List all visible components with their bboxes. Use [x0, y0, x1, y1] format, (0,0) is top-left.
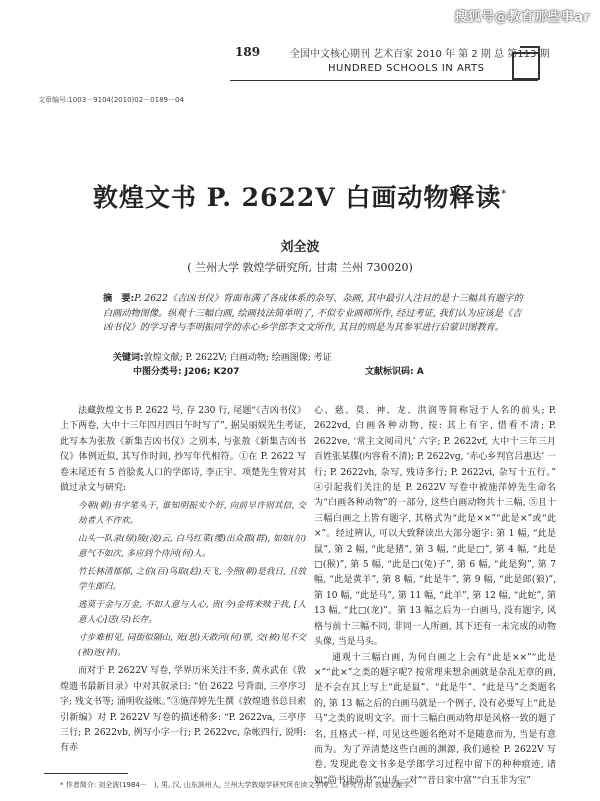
abstract-label: 摘 要:: [103, 293, 135, 304]
poem-line: 竹长林清郁郁, 之伯(百)鸟取(趋)天飞, 今照(朝)是我日, 且放学生郎归。: [78, 567, 306, 593]
journal-logo-mark-inner: [520, 46, 540, 66]
article-title: [0, 178, 600, 214]
author-affiliation: ( 兰州大学 敦煌学研究所, 甘肃 兰州 730020): [187, 261, 413, 274]
poem-line: 山头一队录(绿)陵(凌)云, 白马红菜(缨)出众郡(群), 如如(尔)意气不如次, 多应到个待河(何)人。: [78, 534, 306, 560]
poem-line: 今朝(朝)书字笔头干, 谁知明振实个奸, 向前早许则其信, 交劫者人不许欢。: [78, 501, 306, 527]
author-footnote: * 作者简介: 刘全波(1984－ ), 男, 汉, 山东滨州人, 兰州大学敦煌学研究所在读文学博士。研究方向: 敦煌文献学。: [60, 781, 417, 789]
keywords-text: 敦煌文献; P. 2622V; 白画动物; 绘画图像; 考证: [143, 353, 332, 363]
poem-line: 逃莫于金与万金, 不如人意与人心, 贵(今)金将来赎于我, [人意人心]送(尽)长存。: [78, 600, 306, 626]
abstract-text: P. 2622《吉凶书仪》背面布满了各成体系的杂写、杂画, 其中最引人注目的是十三幅具有题字的白画动物图像。纵观十三幅白画, 绘画技法简单明了, 不似专业画师所作, 经过考证, 我们认为应该是《吉凶书仪》的学习者与李明振同学的赤心乡学郎李文文所作, 其目的则是为其参军进行启蒙识图教育。: [103, 293, 523, 333]
header-rule: [230, 80, 538, 81]
keywords: [113, 350, 332, 363]
watermark: 搜狐号@教育那些事ar: [454, 10, 590, 25]
title-text: 敦煌文书 P. 2622V 白画动物释读: [92, 183, 502, 212]
paragraph: 心、慈、莫、神、龙、洪润等简称冠于人名的前头; P. 2622vd, 白画各种动物, 按: 其上有字, 惜看不清; P. 2622ve, ‘常主文阅司凡’ 六字; P. 2622vf, 大中十三年三月百姓张某牒(内容看不清); P. 2622vg, ‘赤心乡判官吕惠达’ 一行; P. 2622vh, 杂写, 残诗多行; P. 2622vi, 杂写十五行。” ④引起我们关注的是 P. 2622V 写卷中被施萍婷先生命名为“白画各种动物”的一部分, 这些白画动物共十三幅, ⑤且十三幅白画之上皆有题字, 其格式为“此是××”“此是×”或“此×”。经过辨认, 可以大致释读出大部分题字: 第 1 幅, “此是鼠”, 第 2 幅, “此是猪”, 第 3 幅, “此是□”, 第 4 幅, “此是□(猴)”, 第 5 幅, “此是□(兔)子”, 第 6 幅, “此是狗”, 第 7 幅, “此是黄羊”, 第 8 幅, “此是牛”, 第 9 幅, “此是郎(狼)”, 第 10 幅, “此是马”, 第 11 幅, “此羊”, 第 12 幅, “此蛇”, 第 13 幅, “此□(龙)”。第 13 幅之后为一白画马, 没有题字, 风格与前十三幅不同, 非同一人所画, 其下还有一未完成的动物头像, 当是马头。: [314, 406, 556, 648]
document-code: 文献标识码: A: [365, 367, 424, 377]
classification-number: 中图分类号: J206; K207: [133, 367, 240, 377]
journal-name: 全国中文核心期刊 艺术百家 2010 年 第 2 期 总 第113 期: [290, 49, 550, 60]
body-right-column: [314, 404, 556, 789]
abstract: [103, 292, 525, 336]
keywords-label: 关键词:: [113, 353, 144, 363]
journal-english-name: HUNDRED SCHOOLS IN ARTS: [328, 63, 485, 74]
paragraph: 而对于 P. 2622V 写卷, 学界历来关注不多, 黄永武在《敦煌遗书最新目录》中对其叙录曰: “伯 2622 号背面, 三亭序习字; 残文书等; 涌明收益帐。”③施萍婷先生撰《敦煌遗书总目索引新编》对 P. 2622V 写卷的描述稍多: “P. 2622va, 三亭序三行; P. 2622vb, 例写小字一行; P. 2622vc, 杂帐四行, 说明: 有赤: [60, 666, 306, 754]
poem-line: 寸步难相见, 同街似隔山, 死(思)天敢河(何)罪, 交(被)见不交(被)连(袢)。: [78, 633, 306, 659]
title-footnote-mark: *: [501, 189, 508, 200]
page-number: 189: [235, 45, 261, 59]
footnote-rule: [44, 773, 128, 774]
paragraph: 通观十三幅白画, 为何白画之上会有“此是××”“此是×”“此×”之类的题字呢? 按常理来想余画就是杂乱无章的画, 是不会在其上写上“此是鼠”、“此是牛”、“此是马”之类题名的, 第 13 幅之后的白画马就是一个例子, 没有必要写上“此是马”之类的说明文字。而十三幅白画动物却是风格一致的题了名, 且格式一样, 可见这些题名绝对不是随意而为, 当是有意而为。为了弄清楚这些白画的渊源, 我们通检 P. 2622V 写卷, 发现此卷文书多是学郎学习过程中留下的种种痕迹, 诸如“尚书读尚书”“山头一对”“昔日家中富”“白玉非为宝”: [314, 652, 556, 786]
body-left-column: [60, 404, 306, 757]
author-name: 刘全波: [280, 240, 320, 255]
paragraph: 法藏敦煌文书 P. 2622 号, 存 230 行, 尾题“《吉凶书仪》上下两卷, 大中十三年四月四日午时写了”, 据吴丽娱先生考证, 此写本为张敖《新集吉凶书仪》之别本, 与张敖《新集吉凶书仪》体例近似, 其写作时间, 抄写年代相符。①在 P. 2622 写卷末尾还有 5 首脍炙人口的学郎诗, 李正宇、项楚先生曾对其做过录文与研究:: [60, 406, 306, 494]
article-id: 文章编号:1003－9104(2010)02－0189－04: [38, 96, 184, 104]
